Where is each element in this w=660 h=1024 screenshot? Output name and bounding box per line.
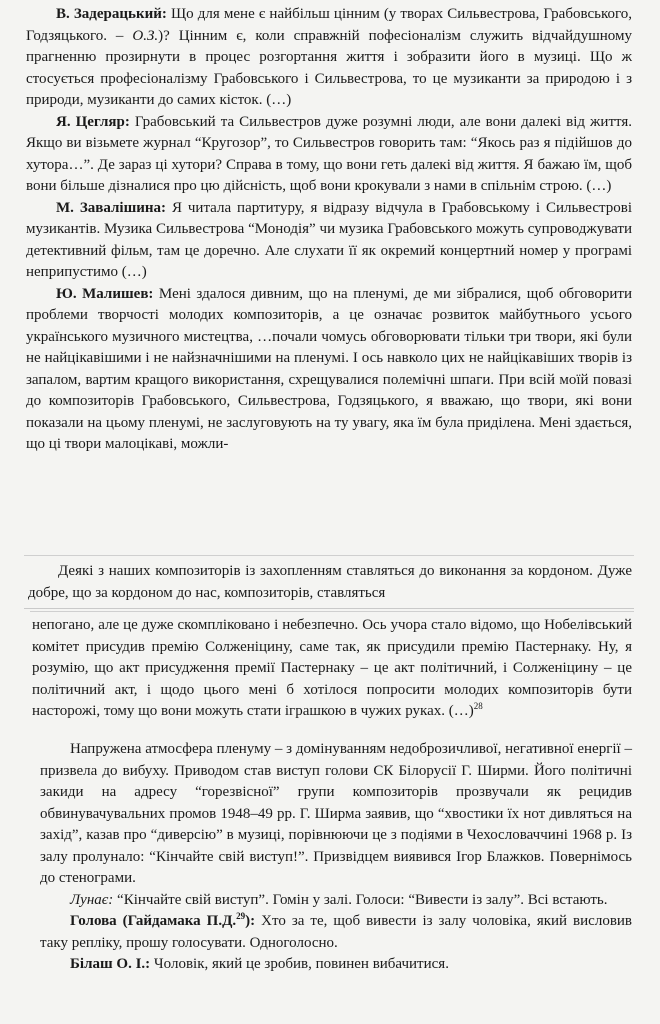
speaker-name: В. Задерацький: [56,6,167,22]
speaker-name: Я. Цегляр: [56,113,130,130]
zavalishina-remark: М. Завалішина: Я читала партитуру, я відразу відчула в Грабовському і Сильвестрові музикантів. Музика Сильвестрова “Монодія” чи музика Грабовського можуть супроводжувати детективний фільм, там це доречно. Але слухати її як окремий концертний номер у програмі неприпустимо (…) [26,199,632,280]
speaker-name: М. Завалішина: [56,199,167,216]
continuation-paragraph: непогано, але це дуже скомпліковано і небезпечно. Ось учора стало відомо, що Нобелівський комітет присудив премію Солженіцину, саме так, як присудили премію Пастернаку. Ну, я розумію, що акт присудження премії Пастернаку – це акт політичний, і Солженіцину – це політичний акт, і щодо цього мені б хотілося попросити молодих композиторів бути насторожі, тому що вони можуть стати іграшкою в чужих руках. (…)$^{28}$ [32,617,632,719]
insert-paragraph: Деякі з наших композиторів із захопленням ставляться до виконання за кордоном. Дуже добре, що за кордоном до нас, композиторів, ставляться [28,563,632,601]
bilash-remark: Білаш О. І.: Чоловік, який це зробив, повинен вибачитися. [70,956,449,972]
malyshev-remark: Ю. Малишев: Мені здалося дивним, що на пленумі, де ми зібралися, щоб обговорити проблеми творчості молодих композиторів, а це означає розвиток майбутнього усього українського музичного мистецтва, …почали чомусь обговорювати тільки три твори, які були не найцікавішими і не найзначнішими на пленумі. І ось навколо цих не найцікавіших творів із запалом, вартим кращого використання, схрещувалися полемічні шпаги. При всій моїй повазі до композиторів Грабовського, Сильвестрова, Годзяцького, я вважаю, що твори, які вони показали на цьому пленумі, не заслуговують на ту увагу, яка їм була приділена. Мені здається, що ці твори малоцікаві, можли- [26,285,633,452]
transcript-continuation [32,615,632,723]
narrative-part [40,739,632,976]
tseglyar-remark: Я. Цегляр: Грабовський та Сильвестров дуже розумні люди, але вони далекі від життя. Якщо ви візьмете журнал “Кругозор”, то Сильвестров говорить там: “Якось раз я підійшов до хутора…”. Де зараз ці хутори? Справа в тому, що вони геть далекі від життя. Я бажаю їм, щоб вони більше дізналися про цю дійсність, щоб вони крокували з нами в спільнім строю. (…) [26,113,633,194]
speaker-name: Білаш О. І.: [70,956,151,972]
transcript-part-1 [26,4,632,456]
footnote-marker: 28 [473,701,483,711]
stage-direction: Лунає: “Кінчайте свій виступ”. Гомін у залі. Голоси: “Вивести із залу”. Всі встають. [70,891,608,908]
transcript-insert [28,561,632,604]
footnote-marker: 29 [236,911,246,921]
speaker-name: Ю. Малишев: [56,285,154,302]
chair-remark: Голова (Гайдамака П.Д.$^{29}$): Хто за те, щоб вивести із залу чоловіка, який висловив таку репліку, прошу голосувати. Одноголосно. [40,911,633,951]
narrative-paragraph: Напружена атмосфера пленуму – з домінуванням недоброзичливої, негативної енергії – призвела до вибуху. Приводом став виступ голови СК Білорусії Г. Ширми. Його політичні закиди на адресу “горезвісної” групи композиторів прозвучали як рецидив обвинувачувальних промов 1948–49 рр. Г. Ширма заявив, що “хвостики їх нот дивляться на захід”, казав про “диверсію” в музиці, порівнюючи це з подіями в Чехословаччині 1968 р. Із залу пролунало: “Кінчайте свій виступ!”. Призвідцем виявився Ігор Блажков. Повернімось до стенограми. [40,741,632,886]
zaderatsky-remark: В. Задерацький: Що для мене є найбільш цінним (у творах Сильвестрова, Грабовського, Годзяцького. – О.З.)? Цінним є, коли справжній пофесіоналізм служить відчайдушному прагненню прозирнути в процес розгортання життя і зобразити його в музиці. Що ж стосується професіоналізму Грабовського і Сильвестрова, то це музиканти за природою і з природи, музиканти до самих кісток. (…) [26,6,633,108]
